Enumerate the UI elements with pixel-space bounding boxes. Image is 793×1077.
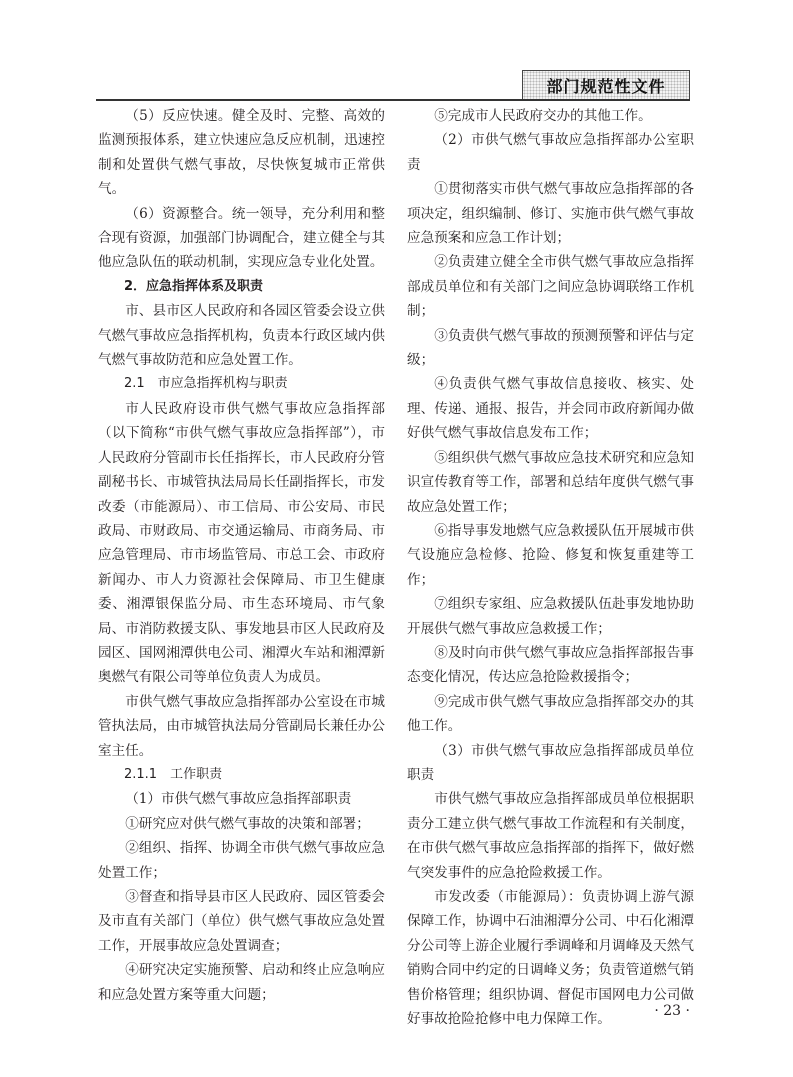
- list-item: ③督查和指导县市区人民政府、园区管委会及市直有关部门（单位）供气燃气事故应急处置工作，开展事故应急处置调查；: [98, 889, 385, 954]
- paragraph: 市供气燃气事故应急指挥部办公室设在市城管执法局，由市城管执法局分管副局长兼任办公室主任。: [98, 693, 385, 759]
- list-item: ⑤完成市人民政府交办的其他工作。: [434, 108, 652, 124]
- list-item: ④负责供气燃气事故信息接收、核实、处理、传递、通报、报告，并会同市政府新闻办做好供气燃气事故信息发布工作；: [407, 376, 694, 442]
- paragraph: 市发改委（市能源局）：负责协调上游气源保障工作，协调中石油湘潭分公司、中石化湘潭分公司等上游企业履行季调峰和月调峰及天然气销购合同中约定的日调峰义务；负责管道燃气销售价格管理；组织协调、督促市国网电力公司做好事故抢险抢修中电力保障工作。: [407, 889, 694, 1028]
- list-item: ②负责建立健全全市供气燃气事故应急指挥部成员单位和有关部门之间应急协调联络工作机制；: [407, 254, 694, 320]
- paragraph-principle-6: （6）资源整合。统一领导，充分利用和整合现有资源，加强部门协调配合，建立健全与其他应急队伍的联动机制，实现应急专业化处置。: [98, 205, 385, 271]
- list-heading: （2）市供气燃气事故应急指挥部办公室职责: [407, 132, 694, 173]
- paragraph: 市供气燃气事故应急指挥部成员单位根据职责分工建立供气燃气事故工作流程和有关制度，在市供气燃气事故应急指挥部的指挥下，做好燃气突发事件的应急抢险救援工作。: [407, 791, 694, 881]
- page-number: · 23 ·: [654, 1003, 690, 1019]
- list-item: ⑦组织专家组、应急救援队伍赴事发地协助开展供气燃气事故应急救援工作；: [407, 596, 694, 637]
- header-rule: [96, 99, 690, 101]
- list-item: ④研究决定实施预警、启动和终止应急响应和应急处置方案等重大问题；: [98, 962, 385, 1003]
- list-item: ⑧及时向市供气燃气事故应急指挥部报告事态变化情况，传达应急抢险救援指令；: [407, 644, 694, 686]
- section-badge: [522, 70, 690, 100]
- paragraph-principle-5: （5）反应快速。健全及时、完整、高效的监测预报体系，建立快速应急反应机制，迅速控制和处置供气燃气事故，尽快恢复城市正常供气。: [98, 108, 385, 198]
- section-badge-label: 部门规范性文件: [546, 76, 666, 96]
- list-item: ⑤组织供气燃气事故应急技术研究和应急知识宣传教育等工作，部署和总结年度供气燃气事故应急处置工作；: [407, 449, 694, 515]
- list-item: ⑨完成市供气燃气事故应急指挥部交办的其他工作。: [407, 693, 694, 735]
- subsection-heading: 2.1.1 工作职责: [124, 766, 223, 782]
- list-item: ①研究应对供气燃气事故的决策和部署；: [125, 815, 370, 832]
- list-item: ①贯彻落实市供气燃气事故应急指挥部的各项决定，组织编制、修订、实施市供气燃气事故应急预案和应急工作计划；: [407, 181, 694, 247]
- paragraph: 市人民政府设市供气燃气事故应急指挥部（以下简称“市供气燃气事故应急指挥部”），市人民政府分管副市长任指挥长，市人民政府分管副秘书长、市城管执法局局长任副指挥长，市发改委（市能源局）、市工信局、市公安局、市民政局、市财政局、市交通运输局、市商务局、市应急管理局、市市场监管局、市总工会、市政府新闻办、市人力资源社会保障局、市卫生健康委、湘潭银保监分局、市生态环境局、市气象局、市消防救援支队、事发地县市区人民政府及园区、国网湘潭供电公司、湘潭火车站和湘潭新奥燃气有限公司等单位负责人为成员。: [98, 400, 385, 686]
- left-column: [98, 104, 385, 1007]
- right-column: [407, 104, 694, 1031]
- list-item: ③负责供气燃气事故的预测预警和评估与定级；: [407, 327, 694, 369]
- list-heading: （1）市供气燃气事故应急指挥部职责: [125, 791, 352, 808]
- list-item: ⑥指导事发地燃气应急救援队伍开展城市供气设施应急检修、抢险、修复和恢复重建等工作；: [407, 522, 694, 588]
- subsection-heading: 2.1 市应急指挥机构与职责: [124, 376, 288, 392]
- section-heading: 2．应急指挥体系及职责: [124, 278, 264, 294]
- paragraph: 市、县市区人民政府和各园区管委会设立供气燃气事故应急指挥机构，负责本行政区域内供气燃气事故防范和应急处置工作。: [98, 303, 385, 369]
- list-heading: （3）市供气燃气事故应急指挥部成员单位职责: [407, 742, 694, 783]
- list-item: ②组织、指挥、协调全市供气燃气事故应急处置工作；: [98, 840, 385, 881]
